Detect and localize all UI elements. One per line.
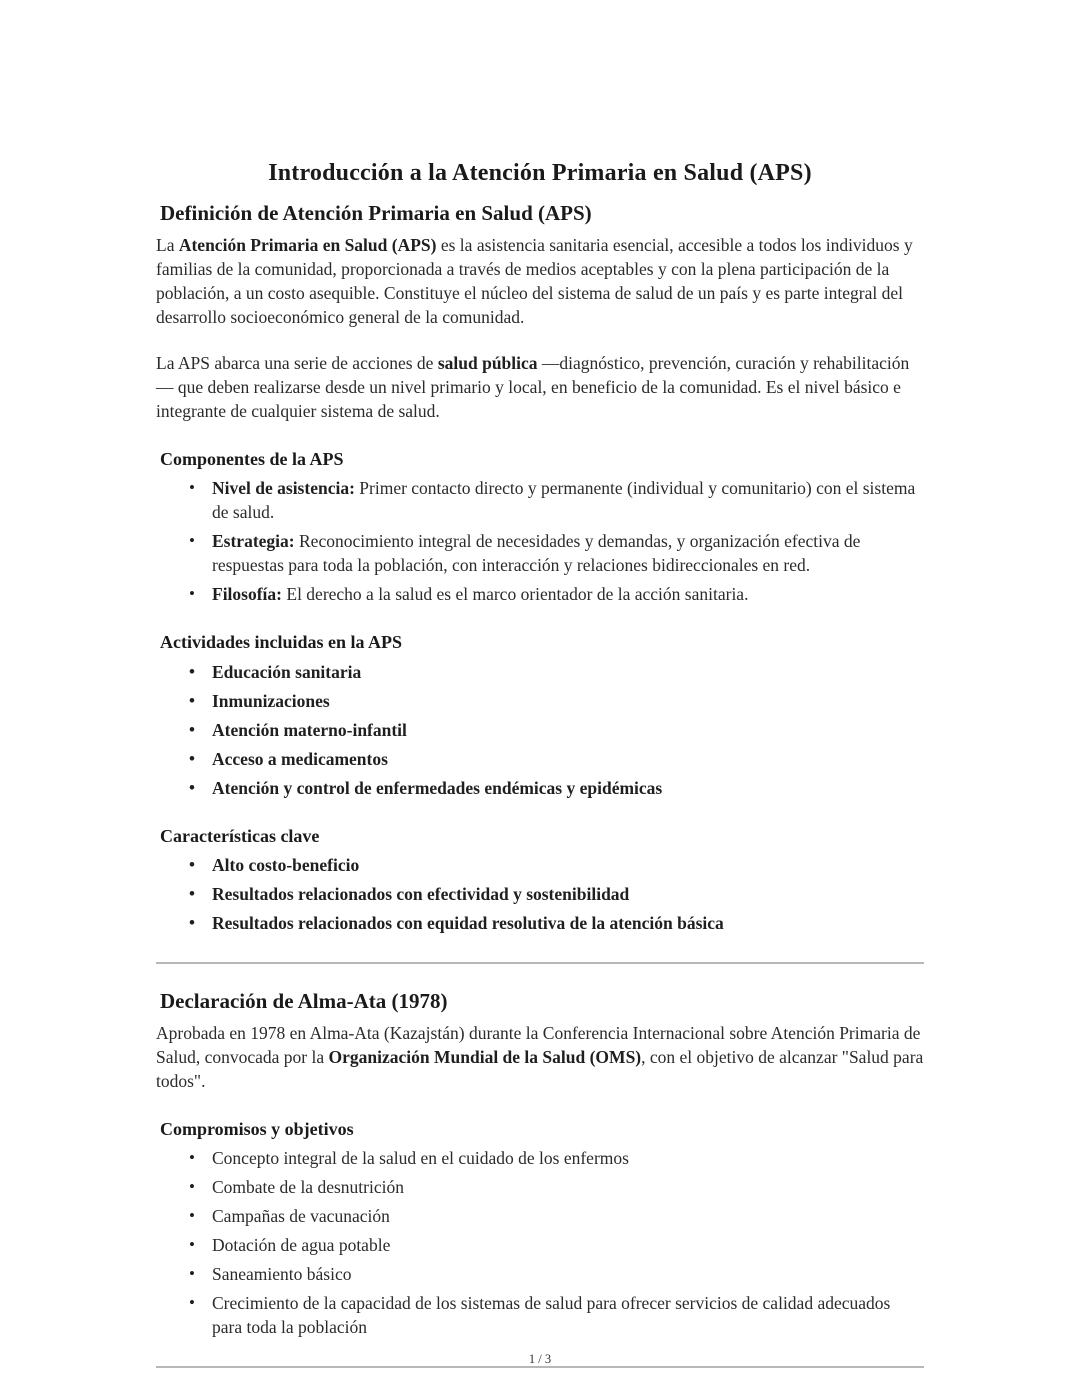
list-item (212, 530, 924, 578)
list-item: • Saneamiento básico (212, 1263, 924, 1287)
list-item: • Acceso a medicamentos (212, 748, 924, 772)
heading-alma-ata: Declaración de Alma-Ata (1978) (160, 988, 448, 1013)
componentes-list (156, 477, 924, 607)
list-item-lead: Nivel de asistencia: (212, 478, 355, 499)
bold-term-oms: Organización Mundial de la Salud (OMS) (328, 1047, 642, 1068)
list-item: • Educación sanitaria (212, 661, 924, 685)
paragraph-text: —diagnóstico, prevención, curación y rehabilitación— que deben realizarse desde un nivel primario y local, en beneficio de la comunidad. Es el nivel básico e integrante de cualquier sistema de salud. (156, 353, 910, 422)
paragraph-alma-ata (156, 1022, 924, 1094)
heading-compromisos: Compromisos y objetivos (160, 1118, 354, 1139)
list-item-text: El derecho a la salud es el marco orientador de la acción sanitaria. (282, 584, 749, 605)
list-item-text: Primer contacto directo y permanente (individual y comunitario) con el sistema de salud. (212, 478, 916, 523)
list-item: • Dotación de agua potable (212, 1234, 924, 1258)
paragraph-text: Aprobada en 1978 en Alma-Ata (Kazajstán) durante la Conferencia Internacional sobre Atención Primaria de Salud, convocada por la (156, 1023, 921, 1068)
list-item: • Alto costo-beneficio (212, 854, 924, 878)
heading-componentes: Componentes de la APS (160, 449, 344, 470)
document-content (156, 158, 924, 1392)
paragraph-text: La (156, 235, 179, 256)
paragraph-text: La APS abarca una serie de acciones de (156, 353, 438, 374)
document-title: Introducción a la Atención Primaria en Salud (APS) (268, 160, 812, 186)
paragraph-text: , con el objetivo de alcanzar "Salud para todos". (156, 1047, 924, 1091)
list-item-text: Reconocimiento integral de necesidades y demandas, y organización efectiva de respuestas para toda la población, con interacción y relaciones bidireccionales en red. (212, 531, 861, 576)
paragraph-definicion-1 (156, 234, 924, 330)
list-item: • Concepto integral de la salud en el cuidado de los enfermos (212, 1147, 924, 1171)
heading-actividades: Actividades incluidas en la APS (160, 632, 403, 653)
list-item-lead: Filosofía: (212, 584, 282, 605)
list-item (212, 583, 924, 607)
bold-term-aps: Atención Primaria en Salud (APS) (178, 235, 437, 256)
list-item: • Atención materno-infantil (212, 719, 924, 743)
section-divider (156, 962, 924, 964)
list-item: • Atención y control de enfermedades endémicas y epidémicas (212, 777, 924, 801)
list-item-lead: Estrategia: (212, 531, 295, 552)
list-item: • Crecimiento de la capacidad de los sistemas de salud para ofrecer servicios de calidad adecuados para toda la población (212, 1292, 924, 1340)
page-number: 1 / 3 (528, 1352, 552, 1366)
actividades-list (156, 661, 924, 801)
paragraph-text: es la asistencia sanitaria esencial, accesible a todos los individuos y familias de la comunidad, proporcionada a través de medios aceptables y con la plena participación de la población, a un costo asequible. Constituye el núcleo del sistema de salud de un país y es parte integral del desarrollo socioeconómico general de la comunidad. (156, 235, 913, 328)
list-item: • Resultados relacionados con efectividad y sostenibilidad (212, 883, 924, 907)
heading-caracteristicas: Características clave (160, 825, 320, 846)
list-item: • Resultados relacionados con equidad resolutiva de la atención básica (212, 912, 924, 936)
bold-term-salud-publica: salud pública (437, 353, 538, 374)
heading-definicion: Definición de Atención Primaria en Salud (APS) (160, 201, 592, 225)
list-item (212, 477, 924, 525)
list-item: • Inmunizaciones (212, 690, 924, 714)
list-item: • Campañas de vacunación (212, 1205, 924, 1229)
caracteristicas-list (156, 854, 924, 936)
compromisos-list (156, 1147, 924, 1340)
list-item: • Combate de la desnutrición (212, 1176, 924, 1200)
paragraph-definicion-2 (156, 352, 924, 424)
